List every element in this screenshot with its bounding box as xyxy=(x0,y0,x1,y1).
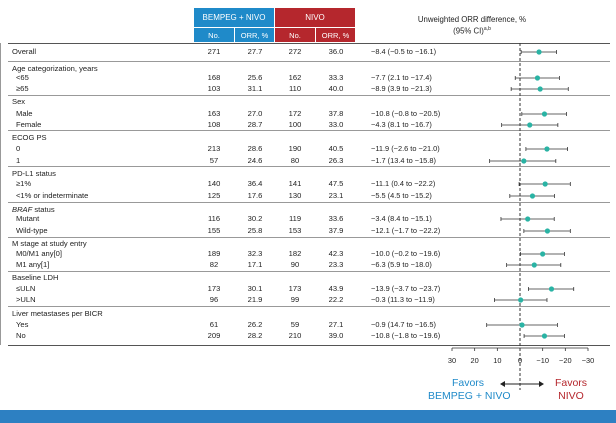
nivo-orr-cell: 23.3 xyxy=(328,260,344,269)
orr-diff-cell: −8.9 (3.9 to −21.3) xyxy=(371,84,432,93)
orr-diff-cell: −4.3 (8.1 to −16.7) xyxy=(371,120,432,129)
point-estimate xyxy=(521,158,526,163)
nivo-orr-cell: 33.3 xyxy=(328,73,344,82)
nivo-orr-label: ORR, % xyxy=(321,30,350,40)
nivo-orr-cell: 40.5 xyxy=(328,144,344,153)
diff-subtitle-text: (95% CI) xyxy=(453,26,484,36)
group-heading: Sex xyxy=(12,97,26,106)
bempeg-orr-cell: 25.6 xyxy=(247,73,263,82)
orr-diff-cell: −11.1 (0.4 to −22.2) xyxy=(371,179,436,188)
x-tick-label: 0 xyxy=(517,356,523,365)
bempeg-orr-cell: 26.2 xyxy=(247,320,263,329)
row-label: Wild-type xyxy=(16,226,48,235)
favors-nivo-label xyxy=(546,377,596,403)
point-estimate xyxy=(540,251,545,256)
nivo-n-cell: 90 xyxy=(290,260,300,269)
bempeg-orr-cell: 17.1 xyxy=(247,260,263,269)
bempeg-n-cell: 209 xyxy=(207,331,221,340)
nivo-n-cell: 99 xyxy=(290,295,300,304)
nivo-orr-cell: 42.3 xyxy=(328,249,344,258)
row-label: No xyxy=(16,331,26,340)
x-tick-label: 10 xyxy=(493,356,502,365)
x-tick-label: −20 xyxy=(559,356,572,365)
group-heading-italic: BRAF xyxy=(12,205,33,214)
nivo-orr-cell: 33.6 xyxy=(328,214,344,223)
nivo-orr-cell: 43.9 xyxy=(328,284,344,293)
point-estimate xyxy=(543,181,548,186)
bempeg-orr-label: ORR, % xyxy=(240,30,269,40)
row-label: 0 xyxy=(16,144,21,153)
nivo-header-label: NIVO xyxy=(305,13,325,22)
nivo-n-cell: 80 xyxy=(290,156,300,165)
bempeg-n-cell: 168 xyxy=(207,73,221,82)
row-label: <1% or indeterminate xyxy=(16,191,89,200)
row-label: ≤ULN xyxy=(16,284,36,293)
bempeg-n-cell: 173 xyxy=(207,284,221,293)
orr-diff-cell: −5.5 (4.5 to −15.2) xyxy=(371,191,432,200)
nivo-n-cell: 130 xyxy=(288,191,302,200)
point-estimate xyxy=(549,286,554,291)
row-label: Female xyxy=(16,120,42,129)
bempeg-n-cell: 140 xyxy=(207,179,221,188)
orr-diff-cell: −13.9 (−3.7 to −23.7) xyxy=(371,284,441,293)
point-estimate xyxy=(545,228,550,233)
nivo-n-cell: 141 xyxy=(288,179,302,188)
nivo-n-cell: 110 xyxy=(288,84,302,93)
x-tick-label: −10 xyxy=(536,356,549,365)
bempeg-n-cell: 57 xyxy=(209,156,219,165)
orr-diff-cell: −1.7 (13.4 to −15.8) xyxy=(371,156,436,165)
row-label: Overall xyxy=(12,47,37,56)
bempeg-orr-cell: 36.4 xyxy=(247,179,263,188)
point-estimate xyxy=(525,216,530,221)
nivo-orr-cell: 27.1 xyxy=(328,320,344,329)
point-estimate xyxy=(535,75,540,80)
group-heading: M stage at study entry xyxy=(12,239,87,248)
group-heading: Age categorization, years xyxy=(12,64,98,73)
bempeg-nivo-header-label: BEMPEG + NIVO xyxy=(202,13,266,22)
bempeg-n-cell: 103 xyxy=(207,84,221,93)
bempeg-n-cell: 189 xyxy=(207,249,221,258)
group-heading: Baseline LDH xyxy=(12,273,59,282)
bempeg-orr-cell: 31.1 xyxy=(247,84,263,93)
orr-diff-cell: −10.8 (−1.8 to −19.6) xyxy=(371,331,441,340)
nivo-orr-cell: 47.5 xyxy=(328,179,344,188)
bempeg-orr-cell: 30.2 xyxy=(247,214,263,223)
nivo-n-cell: 173 xyxy=(288,284,302,293)
orr-diff-cell: −0.3 (11.3 to −11.9) xyxy=(371,295,435,304)
bempeg-no-label: No. xyxy=(208,30,220,40)
orr-diff-cell: −0.9 (14.7 to −16.5) xyxy=(371,320,436,329)
nivo-n-cell: 162 xyxy=(288,73,302,82)
favors-bempeg-label xyxy=(428,377,511,403)
nivo-n-cell: 182 xyxy=(288,249,302,258)
x-tick-label: 30 xyxy=(447,356,457,365)
bottom-bar xyxy=(0,410,616,423)
point-estimate xyxy=(544,146,549,151)
group-heading: Liver metastases per BICR xyxy=(12,309,103,318)
bempeg-orr-cell: 27.7 xyxy=(247,47,263,56)
nivo-n-cell: 100 xyxy=(288,120,302,129)
favors-bempeg-line1: Favors xyxy=(451,377,485,389)
bempeg-n-cell: 82 xyxy=(209,260,219,269)
point-estimate xyxy=(536,49,541,54)
point-estimate xyxy=(542,111,547,116)
row-label: Male xyxy=(16,109,33,118)
nivo-no-label: No. xyxy=(289,30,301,40)
x-tick-label: 20 xyxy=(470,356,479,365)
row-label: M0/M1 any[0] xyxy=(16,249,63,258)
point-estimate xyxy=(519,322,524,327)
orr-diff-cell: −6.3 (5.9 to −18.0) xyxy=(371,260,432,269)
nivo-orr-cell: 37.9 xyxy=(328,226,344,235)
orr-diff-cell: −7.7 (2.1 to −17.4) xyxy=(371,73,432,82)
orr-diff-cell: −12.1 (−1.7 to −22.2) xyxy=(371,226,441,235)
row-label: M1 any[1] xyxy=(16,260,50,269)
bempeg-orr-cell: 32.3 xyxy=(247,249,263,258)
nivo-orr-cell: 40.0 xyxy=(328,84,344,93)
row-label: 1 xyxy=(16,156,21,165)
nivo-orr-cell: 23.1 xyxy=(328,191,344,200)
nivo-n-cell: 172 xyxy=(288,109,302,118)
bempeg-orr-cell: 30.1 xyxy=(247,284,263,293)
nivo-orr-cell: 26.3 xyxy=(328,156,344,165)
bempeg-n-cell: 96 xyxy=(209,295,219,304)
nivo-n-cell: 272 xyxy=(288,47,302,56)
nivo-n-cell: 190 xyxy=(288,144,302,153)
nivo-n-cell: 153 xyxy=(288,226,302,235)
favors-right-arrowhead xyxy=(539,381,544,387)
bempeg-orr-cell: 21.9 xyxy=(247,295,263,304)
nivo-orr-cell: 36.0 xyxy=(328,47,344,56)
diff-title-text: Unweighted ORR difference, % xyxy=(417,15,527,24)
bempeg-orr-cell: 27.0 xyxy=(247,109,263,118)
orr-diff-cell: −11.9 (−2.6 to −21.0) xyxy=(371,144,440,153)
nivo-n-cell: 210 xyxy=(288,331,302,340)
orr-diff-cell: −8.4 (−0.5 to −16.1) xyxy=(371,47,437,56)
nivo-n-cell: 119 xyxy=(288,214,302,223)
nivo-n-cell: 59 xyxy=(290,320,300,329)
favors-nivo-line1: Favors xyxy=(554,377,588,389)
row-label: ≥1% xyxy=(16,179,32,188)
point-estimate xyxy=(542,333,547,338)
bempeg-orr-cell: 25.8 xyxy=(247,226,263,235)
bempeg-orr-cell: 24.6 xyxy=(247,156,263,165)
bempeg-n-cell: 163 xyxy=(207,109,221,118)
point-estimate xyxy=(527,122,532,127)
favors-nivo-line2: NIVO xyxy=(558,390,584,402)
nivo-orr-cell: 37.8 xyxy=(328,109,344,118)
bempeg-n-cell: 271 xyxy=(207,47,221,56)
x-tick-label: −30 xyxy=(581,356,595,365)
group-heading-suffix: status xyxy=(32,205,55,214)
nivo-orr-cell: 33.0 xyxy=(328,120,344,129)
diff-footnote-marker: a,b xyxy=(483,26,491,32)
orr-diff-cell: −10.8 (−0.8 to −20.5) xyxy=(371,109,441,118)
row-label: Yes xyxy=(16,320,29,329)
bempeg-n-cell: 116 xyxy=(207,214,221,223)
nivo-orr-cell: 39.0 xyxy=(328,331,344,340)
bempeg-n-cell: 108 xyxy=(207,120,221,129)
bempeg-n-cell: 213 xyxy=(207,144,221,153)
bempeg-n-cell: 155 xyxy=(207,226,221,235)
group-heading: PD-L1 status xyxy=(12,169,56,178)
bempeg-orr-cell: 28.6 xyxy=(247,144,263,153)
point-estimate xyxy=(532,262,537,267)
orr-diff-cell: −3.4 (8.4 to −15.1) xyxy=(371,214,432,223)
orr-diff-cell: −10.0 (−0.2 to −19.6) xyxy=(371,249,441,258)
bempeg-orr-cell: 17.6 xyxy=(247,191,263,200)
favors-bempeg-line2: BEMPEG + NIVO xyxy=(428,390,511,402)
bempeg-orr-cell: 28.7 xyxy=(247,120,263,129)
nivo-orr-cell: 22.2 xyxy=(328,295,344,304)
point-estimate xyxy=(530,193,535,198)
bempeg-n-cell: 125 xyxy=(207,191,221,200)
row-label: <65 xyxy=(16,73,29,82)
point-estimate xyxy=(538,86,543,91)
row-label: >ULN xyxy=(16,295,36,304)
row-label: Mutant xyxy=(16,214,40,223)
bempeg-n-cell: 61 xyxy=(209,320,219,329)
row-label: ≥65 xyxy=(16,84,29,93)
group-heading: ECOG PS xyxy=(12,133,47,142)
point-estimate xyxy=(518,297,523,302)
bempeg-orr-cell: 28.2 xyxy=(247,331,263,340)
